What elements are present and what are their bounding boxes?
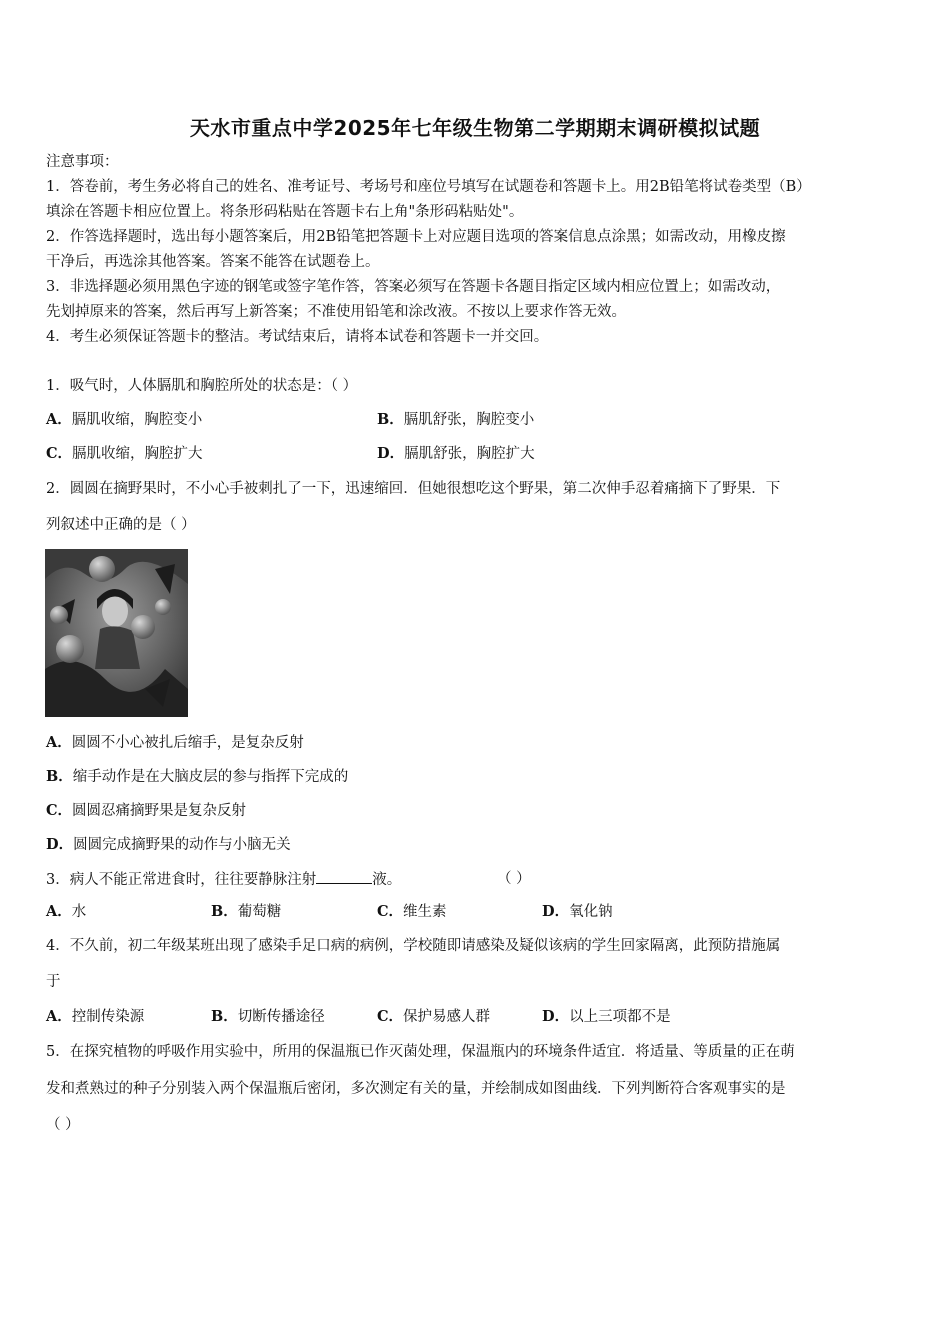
option-letter: C． [46,802,73,819]
option-letter: A． [46,411,72,428]
q3-stem [46,869,401,890]
notice-line: 1．答卷前，考生务必将自己的姓名、准考证号、考场号和座位号填写在试题卷和答题卡上。用2B铅笔将试卷类型（B） [46,179,811,195]
q1-option-a[interactable] [46,410,202,430]
option-text: 葡萄糖 [237,904,282,920]
option-text: 膈肌舒张，胸腔扩大 [404,446,535,462]
notice-line: 干净后，再选涂其他答案。答案不能答在试题卷上。 [46,254,380,270]
option-letter: D． [542,1008,570,1025]
q3-stem-before: 3．病人不能正常进食时，往往要静脉注射 [46,872,317,888]
option-text: 圆圆完成摘野果的动作与小脑无关 [73,837,291,853]
q4-option-d[interactable] [542,1007,671,1027]
notice-line: 先划掉原来的答案，然后再写上新答案；不准使用铅笔和涂改液。不按以上要求作答无效。 [46,304,626,320]
option-text: 氧化钠 [569,904,613,920]
option-text: 膈肌收缩，胸腔扩大 [72,446,203,462]
notice-heading: 注意事项： [46,154,119,170]
option-text: 圆圆不小心被扎后缩手，是复杂反射 [71,735,304,751]
option-letter: B． [46,768,73,785]
exam-title: 天水市重点中学2025年七年级生物第二学期期末调研模拟试题 [189,116,761,140]
option-letter: B． [377,411,404,428]
q3-option-b[interactable] [211,902,281,922]
q2-option-c[interactable] [46,801,246,821]
q1-option-c[interactable] [46,444,203,464]
q2-stem: 2．圆圆在摘野果时，不小心手被刺扎了一下，迅速缩回．但她很想吃这个野果，第二次伸手忍着痛摘下了野果．下 [46,481,781,497]
option-letter: A． [46,903,72,920]
q4-stem: 4．不久前，初二年级某班出现了感染手足口病的病例，学校随即请感染及疑似该病的学生回家隔离，此预防措施属 [46,938,781,954]
option-text: 膈肌收缩，胸腔变小 [71,412,203,428]
q4-option-c[interactable] [377,1007,490,1027]
option-text: 切断传播途径 [237,1009,325,1025]
q3-stem-after: 液。 [372,872,402,888]
q2-stem: 列叙述中正确的是（ ） [46,517,196,533]
notice-line: 2．作答选择题时，选出每小题答案后，用2B铅笔把答题卡上对应题目选项的答案信息点涂黑；如需改动，用橡皮擦 [46,229,786,245]
option-letter: B． [211,903,238,920]
q3-option-d[interactable] [542,902,613,922]
q4-stem: 于 [46,974,61,990]
q2-option-a[interactable] [46,733,304,753]
q1-stem: 1．吸气时，人体膈肌和胸腔所处的状态是：（ ） [46,378,358,394]
q3-option-c[interactable] [377,902,447,922]
option-text: 缩手动作是在大脑皮层的参与指挥下完成的 [72,769,349,785]
answer-blank [316,869,372,884]
option-text: 膈肌舒张，胸腔变小 [403,412,535,428]
option-letter: C． [46,445,73,462]
notice-line: 3．非选择题必须用黑色字迹的钢笔或签字笔作答，答案必须写在答题卡各题目指定区域内相应位置上；如需改动， [46,279,781,295]
option-letter: C． [377,1008,404,1025]
q4-option-b[interactable] [211,1007,325,1027]
q5-stem: 5．在探究植物的呼吸作用实验中，所用的保温瓶已作灭菌处理，保温瓶内的环境条件适宜．将适量、等质量的正在萌 [46,1044,795,1060]
option-text: 以上三项都不是 [569,1009,671,1025]
option-letter: A． [46,1008,72,1025]
q3-paren: （ ） [497,871,531,887]
girl-picking-fruit-photo [45,549,188,717]
option-text: 维生素 [403,904,447,920]
option-letter: B． [211,1008,238,1025]
q5-stem: 发和煮熟过的种子分别装入两个保温瓶后密闭，多次测定有关的量，并绘制成如图曲线．下列判断符合客观事实的是 [46,1081,786,1097]
option-letter: D． [377,445,405,462]
notice-line: 填涂在答题卡相应位置上。将条形码粘贴在答题卡右上角"条形码粘贴处"。 [46,204,524,220]
option-letter: D． [542,903,570,920]
option-text: 控制传染源 [71,1009,145,1025]
q2-option-d[interactable] [46,835,291,855]
option-text: 保护易感人群 [403,1009,491,1025]
option-letter: D． [46,836,74,853]
q3-option-a[interactable] [46,902,86,922]
q4-option-a[interactable] [46,1007,144,1027]
option-text: 水 [71,904,87,920]
q1-option-b[interactable] [377,410,534,430]
option-text: 圆圆忍痛摘野果是复杂反射 [72,803,247,819]
q2-option-b[interactable] [46,767,348,787]
q1-option-d[interactable] [377,444,535,464]
q5-stem: （ ） [46,1117,80,1133]
option-letter: A． [46,734,72,751]
photo-illustration [45,549,188,717]
notice-line: 4．考生必须保证答题卡的整洁。考试结束后，请将本试卷和答题卡一并交回。 [46,329,549,345]
option-letter: C． [377,903,404,920]
